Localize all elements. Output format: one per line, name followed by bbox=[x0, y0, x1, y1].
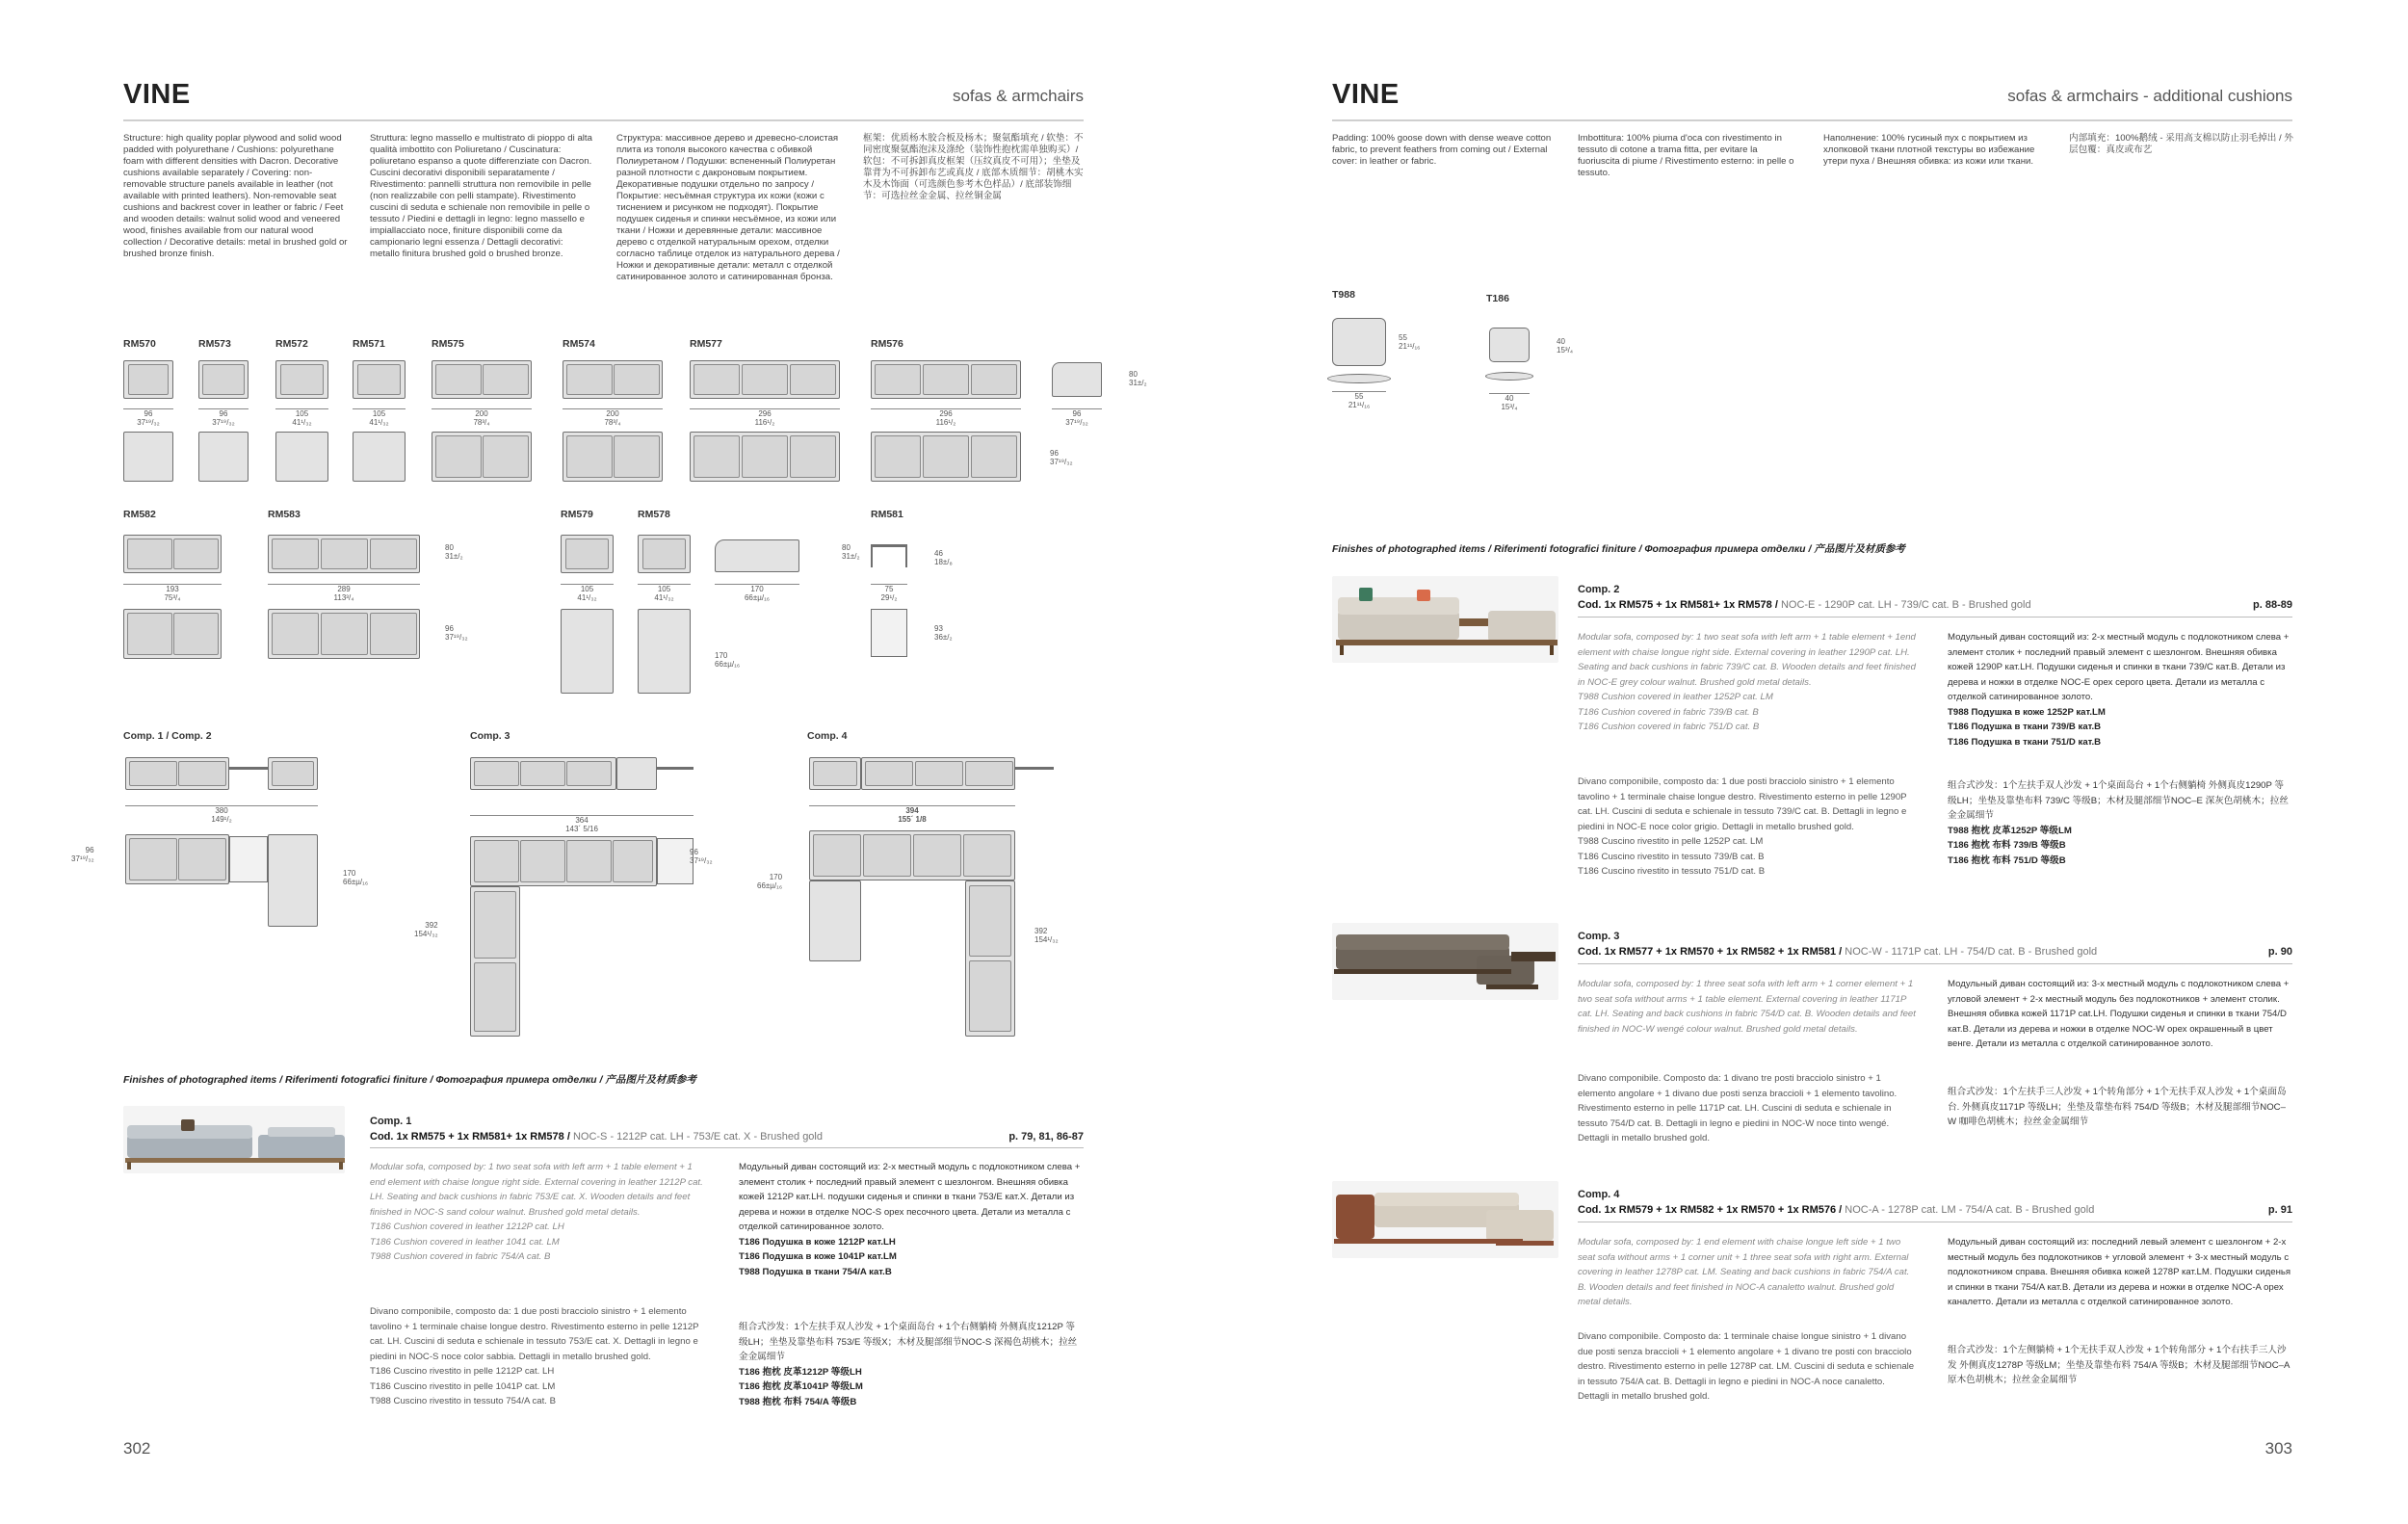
item-desc-cn: 组合式沙发：1个左侧躺椅 + 1个无扶手双人沙发 + 1个转角部分 + 1个右扶手三人沙发 外侧真皮1278P 等级LM；坐垫及靠垫布料 754/A 等级B；木材及腿部细节NOC–A 原木色胡桃木；拉丝金金属细节 bbox=[1948, 1345, 2290, 1385]
module-label: RM570 bbox=[123, 338, 156, 350]
item-desc-cn: 组合式沙发：1个左扶手双人沙发 + 1个桌面岛台 + 1个右侧躺椅 外侧真皮1212P 等级LH；坐垫及靠垫布料 753/E 等级X；木材及腿部细节NOC-S 深褐色胡桃木；拉丝金金属细节 T186 抱枕 皮革1212P 等级LH T186 抱枕 皮革1041P 等级LM T988 抱枕 布料 754/A 等级B bbox=[739, 1322, 1078, 1407]
dim-width: 296 116¹/₂ bbox=[690, 408, 840, 427]
left-spec-ru: Структура: массивное дерево и древесно-слоистая плита из тополя высокого качества с обивкой Полиуретаном / Подушки: вспененный Полиуретан разной плотности с дакроновым покрытием. Декоративные подушки отдельно по запросу / Покрытие: несъёмная структура их кожи (кожи с тиснением и рисунком не подходят). Покрытие подушек сиденья и спинки несъёмное, из кожи или ткани / Ножки и деревянные детали: массивное дерево с отделкой натуральным орехом, отделки согласно таблице отделок из натурального дерева / Ножки и декоративные детали: металл с отделкой сатинированное золото и сатинированная бронза. bbox=[616, 133, 840, 282]
module-drawing bbox=[561, 535, 614, 573]
left-spec-it: Struttura: legno massello e multistrato di pioppo di alta qualità imbottito con Poliuretano / Cuscinatura: poliuretano espanso a quote differenziate con Dacron. Cuscini decorativi disponibili separatamente / Rivestimento: pannelli struttura non removibile in pelle (non realizzabile con pelli stampate). Rivestimento cuscini di seduta e schienale non removibile in pelle o tessuto / Piedini e dettagli in legno: legno massello e impiallacciato noce, finiture disponibili come da campionario legni essenza / Dettagli decorativi: metallo finitura brushed gold o brushed bronze. bbox=[370, 133, 592, 259]
dim-width: 200 78³/₄ bbox=[432, 408, 532, 427]
right-spec-cn: 内部填充：100%鹅绒 - 采用高支棉以防止羽毛掉出 / 外层包覆：真皮或布艺 bbox=[2069, 133, 2293, 155]
module-label: RM578 bbox=[638, 509, 670, 520]
item-pages: p. 91 bbox=[2267, 1204, 2292, 1216]
composition-top bbox=[125, 834, 229, 884]
item-title: Comp. 3 bbox=[1578, 931, 1620, 942]
module-drawing bbox=[123, 535, 222, 573]
composition-top bbox=[470, 836, 657, 886]
dim-width: 105 41¹/₃₂ bbox=[353, 408, 406, 427]
left-spec-cn: 框架：优质杨木胶合板及杨木；聚氨酯填充 / 软垫：不同密度聚氨酯泡沫及涤纶（装饰性抱枕需单独购买）/ 软包：不可拆卸真皮框架（压纹真皮不可用）；坐垫及靠背为不可拆卸布艺或真皮 / 底部木质细节：胡桃木实木及木饰面（可选颜色参考木色样品）/ 底部装饰细节：可选拉丝金金属、拉丝铜金属 bbox=[863, 133, 1084, 201]
right-spec-it: Imbottitura: 100% piuma d'oca con rivestimento in tessuto di cotone a trama fitta, per evitare la fuoriuscita di piume / Rivestimento esterno: in pelle o tessuto. bbox=[1578, 133, 1794, 178]
cushion-label: T186 bbox=[1486, 293, 1509, 304]
module-drawing bbox=[563, 360, 663, 399]
right-header-rule bbox=[1332, 119, 2292, 121]
module-top-view bbox=[123, 609, 222, 659]
item-desc-it: Divano componibile. Composto da: 1 divano tre posti bracciolo sinistro + 1 elemento angolare + 1 divano due posti senza braccioli + 1 elemento tavolino. Rivestimento esterno in pelle 1171P cat. LH. Cuscini di seduta e schienale in tessuto 754/D cat. B. Dettagli in legno e piedini in NOC-W noce tinto wengé. Dettagli in metallo brushed gold. bbox=[1578, 1073, 1898, 1143]
table-element-front bbox=[871, 544, 907, 567]
dim-width: 394 155´ 1/8 bbox=[809, 805, 1015, 824]
item-rule bbox=[1578, 963, 2292, 964]
dim-width: 75 29¹/₂ bbox=[871, 584, 907, 602]
item-desc-cn: 组合式沙发：1个左扶手双人沙发 + 1个桌面岛台 + 1个右侧躺椅 外侧真皮1290P 等级LH；坐垫及靠垫布料 739/C 等级B；木材及腿部细节NOC–E 深灰色胡桃木；拉丝金金属细节 T988 抱枕 皮革1252P 等级LM T186 抱枕 布料 739/B 等级B T186 抱枕 布料 751/D 等级B bbox=[1948, 780, 2289, 866]
module-label: RM583 bbox=[268, 509, 301, 520]
dim-depth: 96 37¹⁹/₃₂ bbox=[690, 848, 713, 865]
right-section-title: sofas & armchairs - additional cushions bbox=[2007, 87, 2292, 105]
item-desc-en: Modular sofa, composed by: 1 two seat sofa with left arm + 1 table element + 1end element with chaise longue right side. External covering in leather 1290P cat. LH. Seating and back cushions in fabric 739/C cat. B. Wooden details and feet finished in NOC-E grey colour walnut. Brushed gold metal details. T988 Cushion covered in leather 1252P cat. LM T186 Cushion covered in fabric 739/B cat. B T186 Cushion covered in fabric 751/D cat. B bbox=[1578, 632, 1916, 732]
module-top-view bbox=[198, 432, 249, 482]
item-desc-en: Modular sofa, composed by: 1 two seat sofa with left arm + 1 table element + 1 end element with chaise longue right side. External covering in leather 1212P cat. LH. Seating and back cushions in fabric 753/E cat. X. Wooden details and feet finished in NOC-S sand colour walnut. Brushed gold metal details. T186 Cushion covered in leather 1212P cat. LH T186 Cushion covered in leather 1041 cat. LM T988 Cushion covered in fabric 754/A cat. B bbox=[370, 1162, 703, 1262]
composition-front bbox=[470, 757, 616, 790]
photo-comp4 bbox=[1332, 1181, 1558, 1258]
left-header-rule bbox=[123, 119, 1084, 121]
dim-depth: 96 37¹⁹/₃₂ bbox=[1050, 449, 1073, 466]
composition-top bbox=[809, 880, 861, 961]
module-label: RM576 bbox=[871, 338, 903, 350]
module-top-view bbox=[353, 432, 406, 482]
comp-label: Comp. 3 bbox=[470, 730, 510, 742]
left-section-title: sofas & armchairs bbox=[952, 87, 1084, 105]
item-title: Comp. 4 bbox=[1578, 1189, 1620, 1200]
dim-height: 55 21¹¹/₁₆ bbox=[1399, 333, 1421, 351]
dim-depth: 392 154¹/₃₂ bbox=[414, 921, 438, 938]
cushion-drawing-t186 bbox=[1489, 328, 1530, 362]
table-element-front bbox=[1015, 767, 1054, 788]
dim-width: 105 41¹/₃₂ bbox=[561, 584, 614, 602]
module-drawing bbox=[275, 360, 328, 399]
dim-width: 96 37¹⁹/₃₂ bbox=[123, 408, 173, 427]
dim-width: 200 78³/₄ bbox=[563, 408, 663, 427]
module-label: RM577 bbox=[690, 338, 722, 350]
table-element-top bbox=[657, 838, 694, 884]
item-desc-ru: Модульный диван состоящий из: последний левый элемент с шезлонгом + 2-х местный модуль без подлокотников + угловой элемент + 3-х местный модуль с подлокотником справа. Внешняя обивка кожей 1278P кат.LM. Подушки сиденья и спинки в ткани 754/A кат.B. Детали из дерева и ножки в отделке NOC-A орех каналетто. Детали из металла с отделкой сатинированное золото. bbox=[1948, 1237, 2291, 1307]
dim-width: 296 116¹/₂ bbox=[871, 408, 1021, 427]
item-desc-en: Modular sofa, composed by: 1 end element with chaise longue left side + 1 two seat sofa without arms + 1 corner unit + 1 three seat sofa with right arm. External covering in leather 1278P cat. LM. Seating and back cushions in fabric 754/A cat. B. Wooden details and feet finished in NOC-A canaletto walnut. Brushed gold metal details. bbox=[1578, 1237, 1910, 1307]
dim-width: 380 149¹/₂ bbox=[125, 805, 318, 824]
item-title: Comp. 1 bbox=[370, 1116, 412, 1127]
module-drawing bbox=[871, 360, 1021, 399]
dim-width: 364 143´ 5/16 bbox=[470, 815, 694, 833]
cushion-drawing-t988 bbox=[1332, 318, 1386, 366]
left-finishes-title: Finishes of photographed items / Riferimenti fotografici finiture / Фотография примера отделки / 产品图片及材质参考 bbox=[123, 1074, 696, 1086]
item-code: Cod. 1x RM577 + 1x RM570 + 1x RM582 + 1x RM581 / NOC-W - 1171P cat. LH - 754/D cat. B - Brushed gold bbox=[1578, 946, 2098, 958]
composition-top bbox=[809, 830, 1015, 880]
dim-height: 80 31±/₂ bbox=[842, 543, 860, 561]
photo-comp2 bbox=[1332, 576, 1558, 663]
module-side-view bbox=[715, 539, 799, 572]
table-element-front bbox=[229, 767, 268, 788]
module-top-view bbox=[561, 609, 614, 694]
right-spec-ru: Наполнение: 100% гусиный пух с покрытием из хлопковой ткани плотной текстуры во избежание утери пуха / Внешняя обивка: из кожи или ткани. bbox=[1823, 133, 2035, 167]
module-top-view bbox=[268, 609, 420, 659]
item-desc-en: Modular sofa, composed by: 1 three seat sofa with left arm + 1 corner element + 1 two seat sofa without arms + 1 table element. External covering in leather 1171P cat. LH. Seating and back cushions in fabric 754/D cat. B. Wooden details and feet finished in NOC-W wengé colour walnut. Brushed gold metal details. bbox=[1578, 979, 1916, 1035]
dim-width: 40 15³/₄ bbox=[1489, 393, 1530, 411]
dim-width: 105 41¹/₃₂ bbox=[638, 584, 691, 602]
item-desc-ru: Модульный диван состоящий из: 2-х местный модуль с подлокотником слева + элемент столик + последний правый элемент с шезлонгом. Внешняя обивка кожей 1290P кат.LH. Подушки сиденья и спинки в ткани 739/C кат.B. Детали из дерева и ножки в отделке NOC-E орех серого цвета. Детали из металла с отделкой сатинированное золото. T988 Подушка в коже 1252P кат.LM T186 Подушка в ткани 739/B кат.B T186 Подушка в ткани 751/D кат.B bbox=[1948, 632, 2290, 748]
composition-front bbox=[809, 757, 861, 790]
module-label: RM572 bbox=[275, 338, 308, 350]
dim-height: 40 15³/₄ bbox=[1557, 337, 1574, 355]
left-brand: VINE bbox=[123, 79, 191, 110]
module-drawing bbox=[123, 360, 173, 399]
module-top-view bbox=[123, 432, 173, 482]
module-top-view bbox=[563, 432, 663, 482]
module-top-view bbox=[690, 432, 840, 482]
dim-width: 105 41¹/₃₂ bbox=[275, 408, 328, 427]
module-label: RM582 bbox=[123, 509, 156, 520]
item-title: Comp. 2 bbox=[1578, 584, 1620, 595]
item-rule bbox=[370, 1147, 1084, 1148]
dim-depth: 170 66±µ/₁₆ bbox=[715, 651, 741, 669]
composition-top bbox=[470, 886, 520, 1037]
right-page-number: 303 bbox=[2264, 1439, 2292, 1458]
dim-depth: 170 66±µ/₁₆ bbox=[757, 873, 783, 890]
module-drawing bbox=[268, 535, 420, 573]
item-code: Cod. 1x RM575 + 1x RM581+ 1x RM578 / NOC-S - 1212P cat. LH - 753/E cat. X - Brushed gold bbox=[370, 1131, 823, 1143]
item-desc-cn: 组合式沙发：1个左扶手三人沙发 + 1个转角部分 + 1个无扶手双人沙发 + 1个桌面岛台. 外侧真皮1171P 等级LH；坐垫及靠垫布料 754/D 等级B；木材及腿部细节NOC–W 咖啡色胡桃木；拉丝金金属细节 bbox=[1948, 1087, 2287, 1127]
dim-depth: 93 36±/₂ bbox=[934, 624, 953, 642]
composition-front bbox=[861, 757, 1015, 790]
comp-label: Comp. 1 / Comp. 2 bbox=[123, 730, 212, 742]
module-label: RM574 bbox=[563, 338, 595, 350]
dim-depth: 170 66±µ/₁₆ bbox=[343, 869, 369, 886]
item-desc-ru: Модульный диван состоящий из: 3-х местный модуль с подлокотником слева + угловой элемент + 2-х местный модуль без подлокотников + элемент столик. Внешняя обивка кожей 1171P cat.LH. Подушки сиденья и спинки в ткани 754/D кат.B. Детали из дерева и ножки в отделке NOC-W орех окрашенный в цвет венге. Детали из металла с отделкой сатинированное золото. bbox=[1948, 979, 2290, 1049]
dim-width: 193 75³/₄ bbox=[123, 584, 222, 602]
module-label: RM571 bbox=[353, 338, 385, 350]
item-code: Cod. 1x RM579 + 1x RM582 + 1x RM570 + 1x RM576 / NOC-A - 1278P cat. LM - 754/A cat. B - Brushed gold bbox=[1578, 1204, 2095, 1216]
dim-depth: 96 37¹⁹/₃₂ bbox=[71, 846, 94, 863]
module-label: RM575 bbox=[432, 338, 464, 350]
dim-width: 96 37¹⁹/₃₂ bbox=[198, 408, 249, 427]
table-element-top bbox=[229, 836, 268, 882]
composition-front bbox=[125, 757, 229, 790]
module-label: RM581 bbox=[871, 509, 903, 520]
item-desc-it: Divano componibile, composto da: 1 due posti bracciolo sinistro + 1 elemento tavolino + 1 terminale chaise longue destro. Rivestimento esterno in pelle 1212P cat. LH. Cuscini di seduta e schienale in tessuto 753/E cat. X. Dettagli in legno e piedini in NOC-S noce color sabbia. Dettagli in metallo brushed gold. T186 Cuscino rivestito in pelle 1212P cat. LH T186 Cuscino rivestito in pelle 1041P cat. LM T988 Cuscino rivestito in tessuto 754/A cat. B bbox=[370, 1306, 699, 1406]
dim-height: 80 31±/₂ bbox=[445, 543, 463, 561]
item-desc-ru: Модульный диван состоящий из: 2-х местный модуль с подлокотником слева + элемент столик + последний правый элемент с шезлонгом. Внешняя обивка кожей 1212P кат.LH. подушки сиденья и спинки в ткани 753/E кат.X. Детали из дерева и ножки в отделке NOC-S орех песочного цвета. Детали из металла с отделкой сатинированное золото. T186 Подушка в коже 1212P кат.LH T186 Подушка в коже 1041P кат.LM T988 Подушка в ткани 754/A кат.B bbox=[739, 1162, 1081, 1277]
module-drawing bbox=[198, 360, 249, 399]
left-page-number: 302 bbox=[123, 1439, 151, 1458]
dim-height: 46 18±/₈ bbox=[934, 549, 953, 566]
module-top-view bbox=[275, 432, 328, 482]
dim-height: 80 31±/₂ bbox=[1129, 370, 1147, 387]
module-drawing bbox=[638, 535, 691, 573]
module-top-view bbox=[871, 432, 1021, 482]
photo-comp3 bbox=[1332, 923, 1558, 1000]
module-drawing bbox=[353, 360, 406, 399]
item-pages: p. 90 bbox=[2267, 946, 2292, 958]
module-label: RM573 bbox=[198, 338, 231, 350]
item-pages: p. 79, 81, 86-87 bbox=[1008, 1131, 1084, 1143]
module-drawing bbox=[432, 360, 532, 399]
composition-front bbox=[268, 757, 318, 790]
right-spec-en: Padding: 100% goose down with dense weave cotton fabric, to prevent feathers from coming out / External cover: in leather or fabric. bbox=[1332, 133, 1552, 167]
composition-top bbox=[268, 834, 318, 927]
photo-comp1 bbox=[123, 1106, 345, 1173]
right-brand: VINE bbox=[1332, 79, 1400, 110]
composition-top bbox=[965, 880, 1015, 1037]
dim-depth: 96 37¹⁹/₃₂ bbox=[445, 624, 468, 642]
table-element-front bbox=[657, 767, 694, 788]
dim-width: 55 21¹¹/₁₆ bbox=[1332, 391, 1386, 409]
item-desc-it: Divano componibile. Composto da: 1 terminale chaise longue sinistro + 1 divano due posti senza braccioli + 1 elemento angolare + 1 divano tre posti con bracciolo destro. Rivestimento esterno in pelle 1278P cat. LM. Cuscini di seduta e schienale in tessuto 754/A cat. B. Dettagli in legno e piedini in NOC-A noce canaletto. Dettagli in metallo brushed gold. bbox=[1578, 1331, 1915, 1402]
item-desc-it: Divano componibile, composto da: 1 due posti bracciolo sinistro + 1 elemento tavolino + 1 terminale chaise longue destro. Rivestimento esterno in pelle 1290P cat. LH. Cuscini di seduta e schienale in tessuto 739/C cat. B. Dettagli in legno e piedini in NOC-E noce color grigio. Dettagli in metallo brushed gold. T988 Cuscino rivestito in pelle 1252P cat. LM T186 Cuscino rivestito in tessuto 739/B cat. B T186 Cuscino rivestito in tessuto 751/D cat. B bbox=[1578, 776, 1907, 877]
cushion-label: T988 bbox=[1332, 289, 1355, 301]
item-pages: p. 88-89 bbox=[2253, 599, 2292, 611]
dim-width: 96 37¹⁹/₃₂ bbox=[1052, 408, 1102, 427]
left-spec-en: Structure: high quality poplar plywood and solid wood padded with polyurethane / Cushions: polyurethane foam with different densities with Dacron. Decorative cushions available separately / Covering: non-removable structure panels available in leather (not available with printed leathers). Non-removable seat cushions and backrest cover in leather or fabric / Feet and wooden details: walnut solid wood and veneered wood, finishes available from our natural wood collection / Decorative details: metal in brushed gold or brushed bronze finish. bbox=[123, 133, 348, 259]
module-drawing bbox=[690, 360, 840, 399]
module-side-view bbox=[1052, 362, 1102, 397]
module-label: RM579 bbox=[561, 509, 593, 520]
dim-width: 170 66±µ/₁₆ bbox=[715, 584, 799, 602]
cushion-side-t988 bbox=[1327, 374, 1391, 383]
module-top-view bbox=[432, 432, 532, 482]
right-finishes-title: Finishes of photographed items / Riferimenti fotografici finiture / Фотография примера отделки / 产品图片及材质参考 bbox=[1332, 543, 1905, 555]
item-code: Cod. 1x RM575 + 1x RM581+ 1x RM578 / NOC-E - 1290P cat. LH - 739/C cat. B - Brushed gold bbox=[1578, 599, 2031, 611]
comp-label: Comp. 4 bbox=[807, 730, 848, 742]
dim-depth: 392 154¹/₃₂ bbox=[1034, 927, 1059, 944]
module-top-view bbox=[638, 609, 691, 694]
dim-width: 289 113³/₄ bbox=[268, 584, 420, 602]
cushion-side-t186 bbox=[1485, 372, 1533, 381]
composition-front bbox=[616, 757, 657, 790]
table-element-top bbox=[871, 609, 907, 657]
